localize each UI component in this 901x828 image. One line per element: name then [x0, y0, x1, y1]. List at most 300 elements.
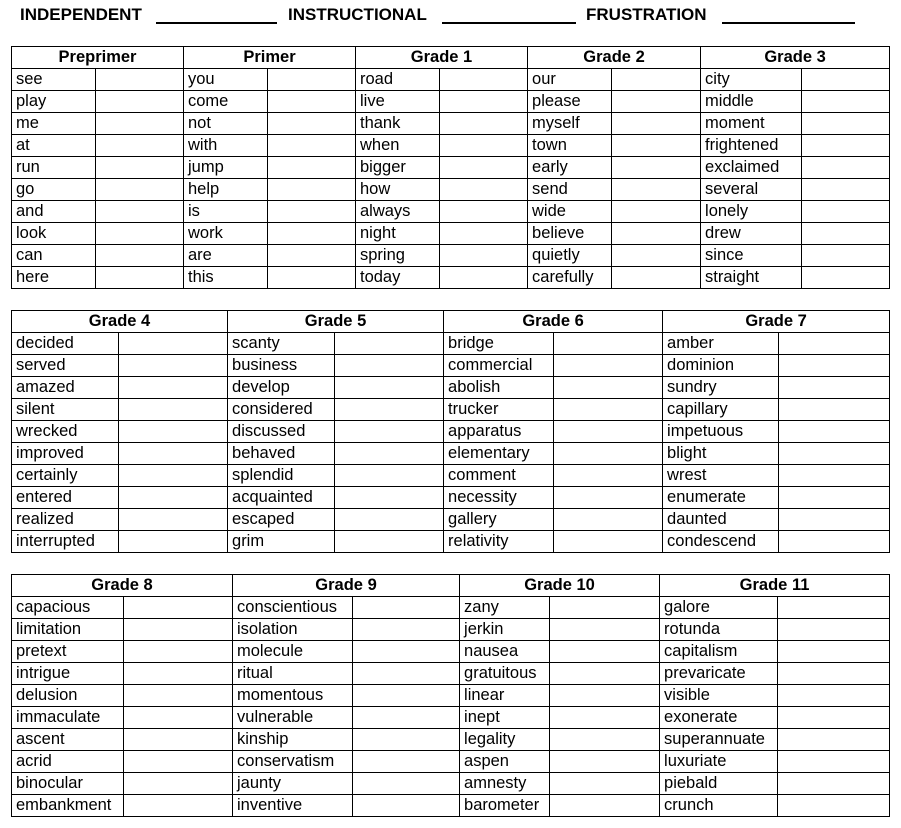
- score-cell[interactable]: [550, 773, 660, 795]
- word-cell: jerkin: [460, 619, 550, 641]
- score-cell[interactable]: [802, 135, 890, 157]
- score-cell[interactable]: [96, 201, 184, 223]
- score-cell[interactable]: [779, 487, 890, 509]
- score-cell[interactable]: [440, 267, 528, 289]
- word-cell: relativity: [444, 531, 554, 553]
- word-cell: apparatus: [444, 421, 554, 443]
- score-cell[interactable]: [119, 377, 228, 399]
- score-cell[interactable]: [612, 179, 701, 201]
- word-cell: galore: [660, 597, 778, 619]
- score-cell[interactable]: [612, 91, 701, 113]
- score-cell[interactable]: [124, 795, 233, 817]
- table-row: [12, 597, 890, 619]
- score-cell[interactable]: [440, 157, 528, 179]
- word-cell: drew: [701, 223, 802, 245]
- word-cell: go: [12, 179, 96, 201]
- score-cell[interactable]: [353, 685, 460, 707]
- score-cell[interactable]: [778, 729, 890, 751]
- grade-header: Grade 11: [660, 575, 890, 597]
- instructional-blank[interactable]: [442, 22, 576, 24]
- header-row: [12, 575, 890, 597]
- score-cell[interactable]: [778, 619, 890, 641]
- word-cell: decided: [12, 333, 119, 355]
- score-cell[interactable]: [778, 597, 890, 619]
- score-cell[interactable]: [440, 179, 528, 201]
- score-cell[interactable]: [779, 443, 890, 465]
- word-cell: help: [184, 179, 268, 201]
- word-cell: acquainted: [228, 487, 335, 509]
- score-cell[interactable]: [550, 685, 660, 707]
- score-cell[interactable]: [802, 201, 890, 223]
- score-cell[interactable]: [124, 619, 233, 641]
- word-cell: our: [528, 69, 612, 91]
- word-cell: escaped: [228, 509, 335, 531]
- word-cell: is: [184, 201, 268, 223]
- word-cell: superannuate: [660, 729, 778, 751]
- word-cell: when: [356, 135, 440, 157]
- grade-header: Primer: [184, 47, 356, 69]
- word-cell: frightened: [701, 135, 802, 157]
- table-row: [12, 223, 890, 245]
- score-cell[interactable]: [335, 443, 444, 465]
- score-cell[interactable]: [353, 707, 460, 729]
- word-cell: several: [701, 179, 802, 201]
- word-cell: exclaimed: [701, 157, 802, 179]
- word-cell: bigger: [356, 157, 440, 179]
- word-cell: elementary: [444, 443, 554, 465]
- score-cell[interactable]: [353, 773, 460, 795]
- score-cell[interactable]: [440, 245, 528, 267]
- word-cell: myself: [528, 113, 612, 135]
- word-cell: how: [356, 179, 440, 201]
- score-cell[interactable]: [550, 641, 660, 663]
- score-cell[interactable]: [119, 421, 228, 443]
- grade-header: Grade 2: [528, 47, 701, 69]
- word-cell: bridge: [444, 333, 554, 355]
- score-cell[interactable]: [335, 399, 444, 421]
- table-row: [12, 179, 890, 201]
- word-cell: certainly: [12, 465, 119, 487]
- word-cell: enumerate: [663, 487, 779, 509]
- word-cell: moment: [701, 113, 802, 135]
- score-cell[interactable]: [554, 443, 663, 465]
- word-cell: town: [528, 135, 612, 157]
- word-cell: amber: [663, 333, 779, 355]
- word-cell: embankment: [12, 795, 124, 817]
- score-cell[interactable]: [119, 465, 228, 487]
- table-row: [12, 751, 890, 773]
- score-cell[interactable]: [612, 113, 701, 135]
- table-row: [12, 509, 890, 531]
- score-cell[interactable]: [119, 355, 228, 377]
- grade-header: Grade 9: [233, 575, 460, 597]
- score-cell[interactable]: [554, 531, 663, 553]
- word-cell: amnesty: [460, 773, 550, 795]
- score-cell[interactable]: [779, 531, 890, 553]
- table-row: [12, 201, 890, 223]
- word-cell: since: [701, 245, 802, 267]
- word-cell: intrigue: [12, 663, 124, 685]
- word-cell: visible: [660, 685, 778, 707]
- word-cell: play: [12, 91, 96, 113]
- table-row: [12, 465, 890, 487]
- score-cell[interactable]: [779, 333, 890, 355]
- score-cell[interactable]: [335, 531, 444, 553]
- score-cell[interactable]: [554, 377, 663, 399]
- score-cell[interactable]: [778, 707, 890, 729]
- word-cell: molecule: [233, 641, 353, 663]
- word-cell: middle: [701, 91, 802, 113]
- word-cell: delusion: [12, 685, 124, 707]
- word-cell: blight: [663, 443, 779, 465]
- word-cell: live: [356, 91, 440, 113]
- word-cell: conscientious: [233, 597, 353, 619]
- table-row: [12, 113, 890, 135]
- table-row: [12, 355, 890, 377]
- word-cell: run: [12, 157, 96, 179]
- header-row: [12, 311, 890, 333]
- word-list-table-2: [11, 310, 890, 553]
- score-cell[interactable]: [778, 795, 890, 817]
- score-cell[interactable]: [119, 487, 228, 509]
- score-cell[interactable]: [778, 663, 890, 685]
- word-cell: momentous: [233, 685, 353, 707]
- word-cell: abolish: [444, 377, 554, 399]
- score-cell[interactable]: [96, 179, 184, 201]
- score-cell[interactable]: [96, 267, 184, 289]
- score-cell[interactable]: [353, 663, 460, 685]
- word-cell: can: [12, 245, 96, 267]
- word-cell: early: [528, 157, 612, 179]
- word-cell: aspen: [460, 751, 550, 773]
- table-row: [12, 333, 890, 355]
- grade-header: Grade 1: [356, 47, 528, 69]
- word-cell: ritual: [233, 663, 353, 685]
- word-cell: exonerate: [660, 707, 778, 729]
- score-cell[interactable]: [119, 443, 228, 465]
- score-cell[interactable]: [802, 69, 890, 91]
- score-cell[interactable]: [802, 179, 890, 201]
- score-cell[interactable]: [96, 69, 184, 91]
- score-cell[interactable]: [440, 201, 528, 223]
- score-cell[interactable]: [612, 223, 701, 245]
- word-cell: wide: [528, 201, 612, 223]
- word-cell: binocular: [12, 773, 124, 795]
- word-cell: nausea: [460, 641, 550, 663]
- word-cell: luxuriate: [660, 751, 778, 773]
- table-row: [12, 91, 890, 113]
- word-cell: legality: [460, 729, 550, 751]
- table-row: [12, 267, 890, 289]
- table-row: [12, 707, 890, 729]
- score-cell[interactable]: [554, 399, 663, 421]
- score-cell[interactable]: [802, 91, 890, 113]
- word-cell: today: [356, 267, 440, 289]
- table-row: [12, 531, 890, 553]
- word-list-table-3: [11, 574, 890, 817]
- word-cell: city: [701, 69, 802, 91]
- score-cell[interactable]: [96, 157, 184, 179]
- word-cell: considered: [228, 399, 335, 421]
- word-cell: served: [12, 355, 119, 377]
- score-cell[interactable]: [778, 751, 890, 773]
- table-row: [12, 729, 890, 751]
- score-cell[interactable]: [119, 531, 228, 553]
- word-cell: at: [12, 135, 96, 157]
- score-cell[interactable]: [124, 597, 233, 619]
- score-cell[interactable]: [96, 135, 184, 157]
- score-cell[interactable]: [550, 795, 660, 817]
- score-cell[interactable]: [440, 113, 528, 135]
- score-cell[interactable]: [268, 223, 356, 245]
- word-cell: develop: [228, 377, 335, 399]
- table-row: [12, 69, 890, 91]
- word-cell: carefully: [528, 267, 612, 289]
- score-cell[interactable]: [612, 157, 701, 179]
- score-cell[interactable]: [550, 619, 660, 641]
- score-cell[interactable]: [119, 509, 228, 531]
- word-cell: me: [12, 113, 96, 135]
- score-cell[interactable]: [119, 333, 228, 355]
- word-cell: and: [12, 201, 96, 223]
- score-cell[interactable]: [335, 421, 444, 443]
- word-cell: immaculate: [12, 707, 124, 729]
- word-cell: improved: [12, 443, 119, 465]
- word-cell: discussed: [228, 421, 335, 443]
- word-cell: conservatism: [233, 751, 353, 773]
- score-cell[interactable]: [779, 399, 890, 421]
- word-cell: see: [12, 69, 96, 91]
- score-cell[interactable]: [779, 465, 890, 487]
- score-cell[interactable]: [335, 377, 444, 399]
- word-cell: inept: [460, 707, 550, 729]
- score-cell[interactable]: [335, 465, 444, 487]
- word-cell: not: [184, 113, 268, 135]
- score-cell[interactable]: [612, 201, 701, 223]
- score-cell[interactable]: [779, 509, 890, 531]
- table-row: [12, 619, 890, 641]
- score-cell[interactable]: [778, 685, 890, 707]
- score-cell[interactable]: [612, 135, 701, 157]
- word-cell: silent: [12, 399, 119, 421]
- frustration-blank[interactable]: [722, 22, 855, 24]
- word-cell: comment: [444, 465, 554, 487]
- score-cell[interactable]: [268, 179, 356, 201]
- score-cell[interactable]: [554, 509, 663, 531]
- word-cell: piebald: [660, 773, 778, 795]
- word-cell: zany: [460, 597, 550, 619]
- score-cell[interactable]: [124, 685, 233, 707]
- word-cell: kinship: [233, 729, 353, 751]
- score-cell[interactable]: [353, 641, 460, 663]
- word-cell: rotunda: [660, 619, 778, 641]
- word-cell: this: [184, 267, 268, 289]
- word-cell: are: [184, 245, 268, 267]
- word-cell: linear: [460, 685, 550, 707]
- word-cell: capacious: [12, 597, 124, 619]
- word-cell: limitation: [12, 619, 124, 641]
- score-cell[interactable]: [124, 663, 233, 685]
- table-row: [12, 157, 890, 179]
- word-cell: interrupted: [12, 531, 119, 553]
- score-cell[interactable]: [353, 597, 460, 619]
- score-cell[interactable]: [550, 751, 660, 773]
- word-cell: here: [12, 267, 96, 289]
- word-cell: prevaricate: [660, 663, 778, 685]
- score-cell[interactable]: [554, 333, 663, 355]
- score-cell[interactable]: [554, 421, 663, 443]
- word-cell: capillary: [663, 399, 779, 421]
- word-cell: jump: [184, 157, 268, 179]
- word-cell: pretext: [12, 641, 124, 663]
- word-cell: night: [356, 223, 440, 245]
- score-cell[interactable]: [119, 399, 228, 421]
- word-cell: crunch: [660, 795, 778, 817]
- score-cell[interactable]: [802, 245, 890, 267]
- score-cell[interactable]: [802, 113, 890, 135]
- grade-header: Grade 5: [228, 311, 444, 333]
- score-cell[interactable]: [440, 69, 528, 91]
- word-cell: road: [356, 69, 440, 91]
- word-cell: inventive: [233, 795, 353, 817]
- score-cell[interactable]: [124, 751, 233, 773]
- table-row: [12, 245, 890, 267]
- grade-header: Preprimer: [12, 47, 184, 69]
- score-cell[interactable]: [353, 619, 460, 641]
- score-cell[interactable]: [124, 641, 233, 663]
- header-row: [12, 47, 890, 69]
- independent-label: INDEPENDENT: [20, 5, 142, 24]
- word-cell: scanty: [228, 333, 335, 355]
- score-cell[interactable]: [268, 201, 356, 223]
- score-cell[interactable]: [124, 729, 233, 751]
- score-cell[interactable]: [268, 157, 356, 179]
- score-cell[interactable]: [353, 751, 460, 773]
- score-cell[interactable]: [268, 245, 356, 267]
- word-cell: vulnerable: [233, 707, 353, 729]
- word-cell: behaved: [228, 443, 335, 465]
- score-cell[interactable]: [335, 333, 444, 355]
- score-cell[interactable]: [335, 355, 444, 377]
- score-cell[interactable]: [550, 729, 660, 751]
- table-row: [12, 795, 890, 817]
- score-cell[interactable]: [268, 135, 356, 157]
- score-cell[interactable]: [335, 509, 444, 531]
- table-row: [12, 135, 890, 157]
- independent-blank[interactable]: [156, 22, 277, 24]
- word-cell: send: [528, 179, 612, 201]
- word-cell: gratuitous: [460, 663, 550, 685]
- word-cell: sundry: [663, 377, 779, 399]
- score-cell[interactable]: [550, 707, 660, 729]
- word-cell: isolation: [233, 619, 353, 641]
- score-cell[interactable]: [612, 69, 701, 91]
- word-cell: wrest: [663, 465, 779, 487]
- word-cell: commercial: [444, 355, 554, 377]
- score-cell[interactable]: [96, 223, 184, 245]
- score-cell[interactable]: [268, 267, 356, 289]
- word-cell: trucker: [444, 399, 554, 421]
- word-cell: jaunty: [233, 773, 353, 795]
- score-cell[interactable]: [554, 465, 663, 487]
- word-cell: capitalism: [660, 641, 778, 663]
- score-cell[interactable]: [96, 245, 184, 267]
- word-cell: spring: [356, 245, 440, 267]
- score-cell[interactable]: [779, 421, 890, 443]
- table-row: [12, 399, 890, 421]
- table-row: [12, 421, 890, 443]
- score-cell[interactable]: [550, 663, 660, 685]
- score-cell[interactable]: [550, 597, 660, 619]
- grade-header: Grade 8: [12, 575, 233, 597]
- score-cell[interactable]: [268, 69, 356, 91]
- score-cell[interactable]: [778, 641, 890, 663]
- word-cell: realized: [12, 509, 119, 531]
- word-cell: please: [528, 91, 612, 113]
- word-cell: with: [184, 135, 268, 157]
- word-cell: come: [184, 91, 268, 113]
- score-cell[interactable]: [612, 267, 701, 289]
- word-cell: entered: [12, 487, 119, 509]
- score-cell[interactable]: [335, 487, 444, 509]
- grade-header: Grade 7: [663, 311, 890, 333]
- table-row: [12, 641, 890, 663]
- word-list-table-1: [11, 46, 890, 289]
- grade-header: Grade 10: [460, 575, 660, 597]
- table-row: [12, 377, 890, 399]
- score-cell[interactable]: [124, 707, 233, 729]
- word-cell: barometer: [460, 795, 550, 817]
- score-cell[interactable]: [778, 773, 890, 795]
- word-cell: gallery: [444, 509, 554, 531]
- score-cell[interactable]: [440, 91, 528, 113]
- score-cell[interactable]: [554, 487, 663, 509]
- score-cell[interactable]: [440, 223, 528, 245]
- word-cell: daunted: [663, 509, 779, 531]
- table-row: [12, 443, 890, 465]
- score-cell[interactable]: [802, 157, 890, 179]
- score-cell[interactable]: [96, 91, 184, 113]
- score-cell[interactable]: [353, 795, 460, 817]
- word-cell: splendid: [228, 465, 335, 487]
- word-cell: amazed: [12, 377, 119, 399]
- score-cell[interactable]: [268, 113, 356, 135]
- table-row: [12, 773, 890, 795]
- word-cell: always: [356, 201, 440, 223]
- score-cell[interactable]: [802, 267, 890, 289]
- word-cell: condescend: [663, 531, 779, 553]
- word-cell: acrid: [12, 751, 124, 773]
- score-cell[interactable]: [802, 223, 890, 245]
- score-cell[interactable]: [124, 773, 233, 795]
- score-cell[interactable]: [353, 729, 460, 751]
- table-row: [12, 663, 890, 685]
- word-cell: you: [184, 69, 268, 91]
- score-cell[interactable]: [779, 377, 890, 399]
- word-cell: straight: [701, 267, 802, 289]
- score-cell[interactable]: [554, 355, 663, 377]
- score-cell[interactable]: [440, 135, 528, 157]
- score-cell[interactable]: [779, 355, 890, 377]
- score-cell[interactable]: [268, 91, 356, 113]
- frustration-label: FRUSTRATION: [586, 5, 707, 24]
- word-cell: lonely: [701, 201, 802, 223]
- score-cell[interactable]: [612, 245, 701, 267]
- grade-header: Grade 3: [701, 47, 890, 69]
- word-cell: believe: [528, 223, 612, 245]
- score-cell[interactable]: [96, 113, 184, 135]
- word-cell: impetuous: [663, 421, 779, 443]
